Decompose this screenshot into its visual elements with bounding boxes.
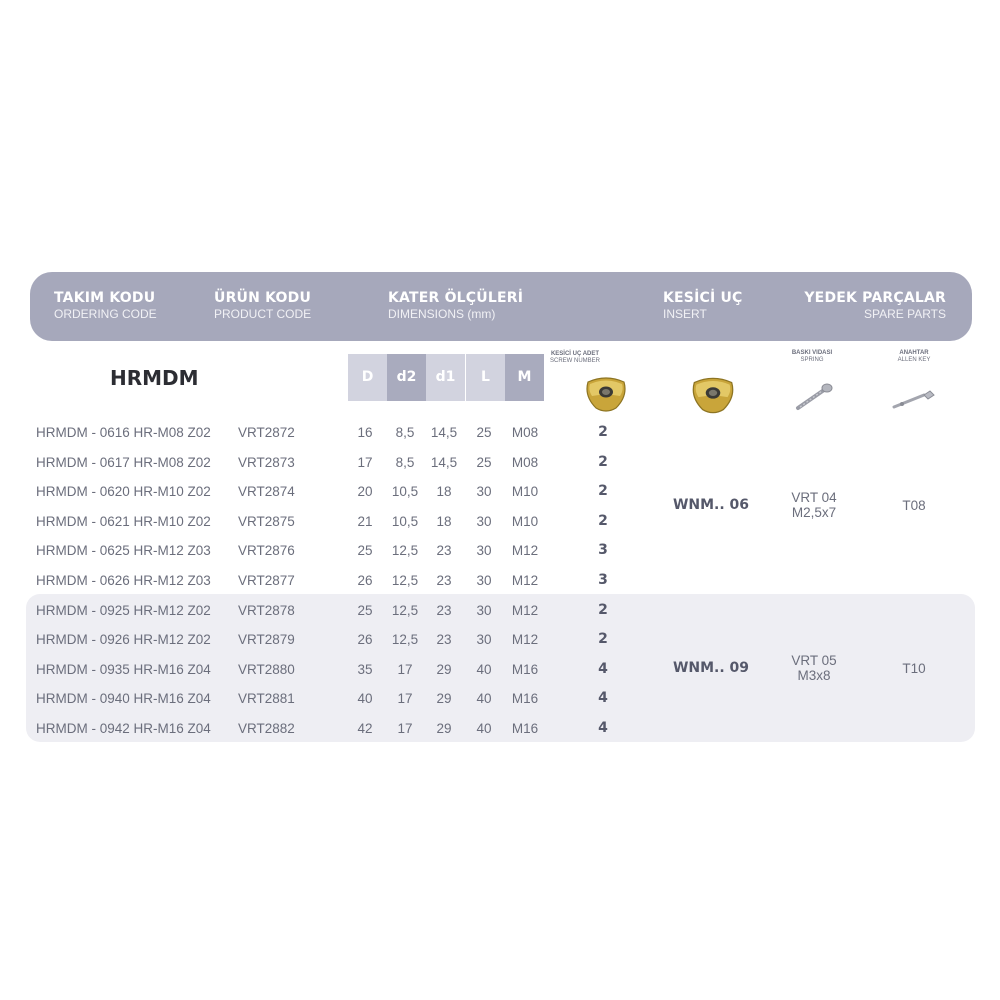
insert-count-cell: 3 [598,572,608,588]
insert-count-cell: 4 [598,660,608,677]
insert-count-cell: 2 [598,483,608,500]
insert-count-cell: 4 [598,690,608,707]
dim-d-cell: 26 [357,632,373,648]
dim-l-cell: 40 [476,721,492,736]
dim-d-cell: 42 [357,721,373,736]
header-product-code-sub: PRODUCT CODE [214,307,312,321]
dim-m-cell: M16 [511,691,539,707]
dim-d-cell: 16 [357,425,373,440]
insert-count-cell: 2 [598,601,608,618]
dim-l-cell: 25 [476,425,492,440]
product-code-cell: VRT2881 [238,691,295,707]
dim-l-cell: 40 [476,661,492,677]
product-code-cell: VRT2882 [238,721,295,736]
dim-d1-cell: 18 [436,513,452,529]
dim-header-d1: d1 [426,354,465,401]
table-row [0,714,1000,743]
dim-d-cell: 20 [357,484,373,500]
insert-count-header-en: SCREW NUMBER [549,358,600,364]
dim-d2-cell: 17 [397,691,413,707]
table-row [0,625,1000,654]
header-dimensions-title: KATER ÖLÇÜLERİ [388,290,524,306]
dim-d2-cell: 17 [397,721,413,736]
header-dimensions [388,290,523,322]
dim-d2-cell: 12,5 [391,632,419,648]
dim-m-cell: M12 [511,573,539,588]
header-spare-parts-sub: SPARE PARTS [863,307,946,321]
dim-d-cell: 25 [357,543,373,559]
dim-m-cell: M12 [511,602,539,618]
table-row [0,536,1000,565]
header-product-code-title: ÜRÜN KODU [214,290,312,306]
dim-d-cell: 40 [357,691,373,707]
product-code-cell: VRT2876 [238,543,295,559]
dim-header-l: L [466,354,505,401]
header-insert-title: KESİCİ UÇ [663,290,743,306]
header-ordering-code-title: TAKIM KODU [54,290,156,306]
series-title: HRMDM [110,366,199,390]
dim-m-cell: M08 [511,425,539,440]
insert-count-cell: 2 [598,512,608,529]
group-2-screw [772,653,856,683]
table-row [0,566,1000,595]
header-ordering-code [54,290,157,322]
ordering-code-cell: HRMDM - 0621 HR-M10 Z02 [36,513,211,529]
dim-d2-cell: 12,5 [391,543,419,559]
group-1-screw [772,490,856,520]
product-code-cell: VRT2875 [238,513,295,529]
screw-icon [792,380,836,414]
group-2-insert: WNM.. 09 [672,660,750,676]
ordering-code-cell: HRMDM - 0925 HR-M12 Z02 [36,602,211,618]
dim-m-cell: M16 [511,661,539,677]
allen-key-icon [890,383,938,413]
dim-d1-cell: 18 [436,484,452,500]
table-header-bar [30,272,972,341]
dim-l-cell: 30 [476,513,492,529]
screw-header-en: SPRING [800,357,824,363]
insert-count-cell: 2 [598,424,608,440]
dim-d1-cell: 29 [436,661,452,677]
dim-d2-cell: 10,5 [391,513,419,529]
product-code-cell: VRT2880 [238,661,295,677]
group-2-screw-size: M3x8 [797,668,831,683]
dim-d1-cell: 23 [436,573,452,588]
ordering-code-cell: HRMDM - 0940 HR-M16 Z04 [36,691,211,707]
dim-m-cell: M10 [511,513,539,529]
header-dimensions-sub: DIMENSIONS (mm) [388,307,496,321]
dim-header-d2: d2 [387,354,426,401]
group-2-key: T10 [902,661,926,676]
dim-d1-cell: 14,5 [430,425,458,440]
insert-count-header-tr: KESİCİ UÇ ADET [550,351,600,357]
dim-m-cell: M08 [511,454,539,470]
insert-count-header [542,351,608,365]
ordering-code-cell: HRMDM - 0617 HR-M08 Z02 [36,454,211,470]
product-code-cell: VRT2877 [238,573,295,588]
ordering-code-cell: HRMDM - 0620 HR-M10 Z02 [36,484,211,500]
dim-d2-cell: 12,5 [391,602,419,618]
dim-l-cell: 40 [476,691,492,707]
key-header [884,350,944,364]
product-code-cell: VRT2874 [238,484,295,500]
dim-d2-cell: 17 [397,661,413,677]
ordering-code-cell: HRMDM - 0616 HR-M08 Z02 [36,425,211,440]
header-ordering-code-sub: ORDERING CODE [54,307,157,321]
key-header-tr: ANAHTAR [899,350,929,356]
dim-d2-cell: 8,5 [395,454,415,470]
insert-count-cell: 3 [598,542,608,559]
dim-l-cell: 30 [476,602,492,618]
header-insert [663,290,743,322]
insert-count-cell: 2 [598,453,608,470]
dim-l-cell: 25 [476,454,492,470]
header-spare-parts [804,290,946,322]
ordering-code-cell: HRMDM - 0626 HR-M12 Z03 [36,573,211,588]
dim-d-cell: 21 [357,513,373,529]
table-row [0,448,1000,477]
header-spare-parts-title: YEDEK PARÇALAR [804,290,946,306]
dim-d-cell: 26 [357,573,373,588]
dim-m-cell: M12 [511,543,539,559]
product-code-cell: VRT2872 [238,425,295,440]
dim-l-cell: 30 [476,632,492,648]
group-2-screw-code: VRT 05 [791,653,837,668]
wnm-insert-icon [580,374,632,414]
group-1-screw-size: M2,5x7 [791,505,837,520]
group-1-insert: WNM.. 06 [672,497,750,513]
wnm-insert-large-icon [686,374,740,416]
dim-d1-cell: 14,5 [430,454,458,470]
dim-l-cell: 30 [476,543,492,559]
dim-d2-cell: 10,5 [391,484,419,500]
dim-m-cell: M12 [511,632,539,648]
table-row [0,684,1000,713]
dim-d1-cell: 23 [436,602,452,618]
product-code-cell: VRT2873 [238,454,295,470]
dim-d2-cell: 12,5 [391,573,419,588]
dim-d1-cell: 29 [436,721,452,736]
dim-m-cell: M16 [511,721,539,736]
dim-d1-cell: 23 [436,543,452,559]
ordering-code-cell: HRMDM - 0625 HR-M12 Z03 [36,543,211,559]
screw-header [782,350,842,364]
dim-d-cell: 25 [357,602,373,618]
insert-count-cell: 2 [598,631,608,648]
ordering-code-cell: HRMDM - 0935 HR-M16 Z04 [36,661,211,677]
key-header-en: ALLEN KEY [897,357,931,363]
table-row [0,418,1000,447]
dim-d1-cell: 29 [436,691,452,707]
dim-d2-cell: 8,5 [395,425,415,440]
dim-d-cell: 17 [357,454,373,470]
screw-header-tr: BASKI VIDASI [791,350,833,356]
header-product-code [214,290,311,322]
insert-count-cell: 4 [598,720,608,736]
dim-d1-cell: 23 [436,632,452,648]
group-1-key: T08 [902,498,926,513]
dim-header-m: M [505,354,544,401]
dim-l-cell: 30 [476,573,492,588]
dim-m-cell: M10 [511,484,539,500]
ordering-code-cell: HRMDM - 0926 HR-M12 Z02 [36,632,211,648]
group-1-screw-code: VRT 04 [791,490,837,505]
dim-l-cell: 30 [476,484,492,500]
header-insert-sub: INSERT [663,307,707,321]
ordering-code-cell: HRMDM - 0942 HR-M16 Z04 [36,721,211,736]
product-code-cell: VRT2879 [238,632,295,648]
product-code-cell: VRT2878 [238,602,295,618]
dim-header-d: D [348,354,387,401]
dim-d-cell: 35 [357,661,373,677]
table-row [0,596,1000,625]
